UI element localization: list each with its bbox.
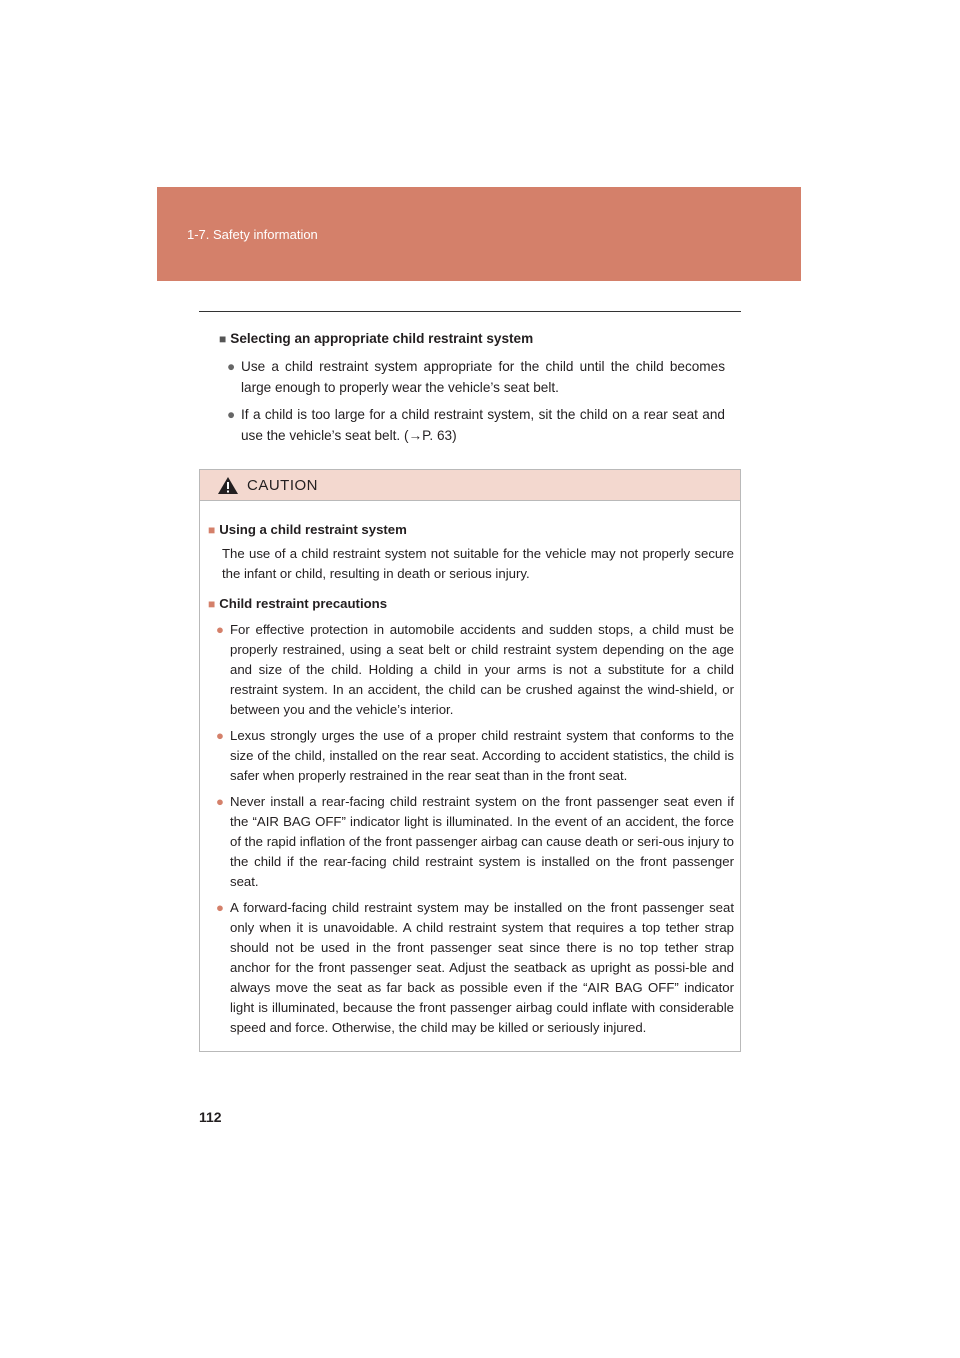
list-item: [208, 792, 734, 892]
caution-box: [199, 469, 741, 1052]
list-item-text: For effective protection in automobile accidents and sudden stops, a child must be properly restrained, using a seat belt or child restraint system depending on the age and size of the child. Holding a child in your arms is not a substitute for a child restraint system. In an accident, the child can be crushed against the wind-shield, or between you and the vehicle’s interior.: [230, 622, 734, 717]
list-item: [208, 898, 734, 1038]
selecting-heading: Selecting an appropriate child restraint system: [230, 331, 534, 346]
square-bullet-icon: ■: [208, 597, 216, 611]
using-heading: Using a child restraint system: [219, 522, 407, 537]
list-item-text: Use a child restraint system appropriate for the child until the child becomes large enough to properly wear the vehicle’s seat belt.: [241, 359, 725, 395]
list-item-text: If a child is too large for a child restraint system, sit the child on a rear seat and use the vehicle’s seat belt. (→P. 63): [241, 407, 725, 443]
square-bullet-icon: ■: [208, 523, 216, 537]
circle-bullet-icon: ●: [216, 794, 224, 809]
precautions-heading: Child restraint precautions: [219, 596, 388, 611]
selecting-heading-row: [219, 328, 725, 350]
circle-bullet-icon: ●: [216, 622, 224, 637]
list-item-text: A forward-facing child restraint system may be installed on the front passenger seat only when it is unavoidable. A child restraint system that requires a top tether strap should not be used in the front passenger seat since there is no top tether strap anchor for the front passenger seat. Adjust the seatback as upright as possi-ble and always move the seat as far back as possible even if the “AIR BAG OFF” indicator light is illuminated, because the front passenger airbag could inflate with considerable speed and force. Otherwise, the child may be killed or seriously injured.: [230, 900, 734, 1035]
precautions-heading-row: [208, 594, 734, 614]
list-item: [219, 404, 725, 446]
list-item: [219, 356, 725, 398]
section-title: 1-7. Safety information: [187, 227, 318, 242]
warning-triangle-icon: [217, 476, 239, 495]
section-header-bar: [157, 187, 801, 281]
list-item-text: Lexus strongly urges the use of a proper child restraint system that conforms to the size of the child, installed on the rear seat. According to accident statistics, the child is safer when properly restrained in the rear seat than in the front seat.: [230, 728, 734, 783]
list-item: [208, 620, 734, 720]
circle-bullet-icon: ●: [227, 407, 236, 422]
circle-bullet-icon: ●: [216, 900, 224, 915]
circle-bullet-icon: ●: [216, 728, 224, 743]
page-number: 112: [199, 1109, 222, 1125]
list-item-text: Never install a rear-facing child restraint system on the front passenger seat even if the “AIR BAG OFF” indicator light is illuminated. In the event of an accident, the force of the rapid inflation of the front passenger airbag can cause death or seri-ous injury to the child if the rear-facing child restraint system is installed on the front passenger seat.: [230, 794, 734, 889]
caution-title: CAUTION: [247, 476, 318, 494]
using-text: The use of a child restraint system not suitable for the vehicle may not properly secure the infant or child, resulting in death or serious injury.: [222, 546, 734, 581]
circle-bullet-icon: ●: [227, 359, 236, 374]
list-item: [208, 726, 734, 786]
divider: [199, 311, 741, 312]
selecting-section: [219, 328, 725, 446]
using-heading-row: [208, 520, 734, 540]
square-bullet-icon: ■: [219, 332, 227, 346]
caution-header: [200, 470, 740, 501]
caution-body: [200, 501, 740, 1038]
